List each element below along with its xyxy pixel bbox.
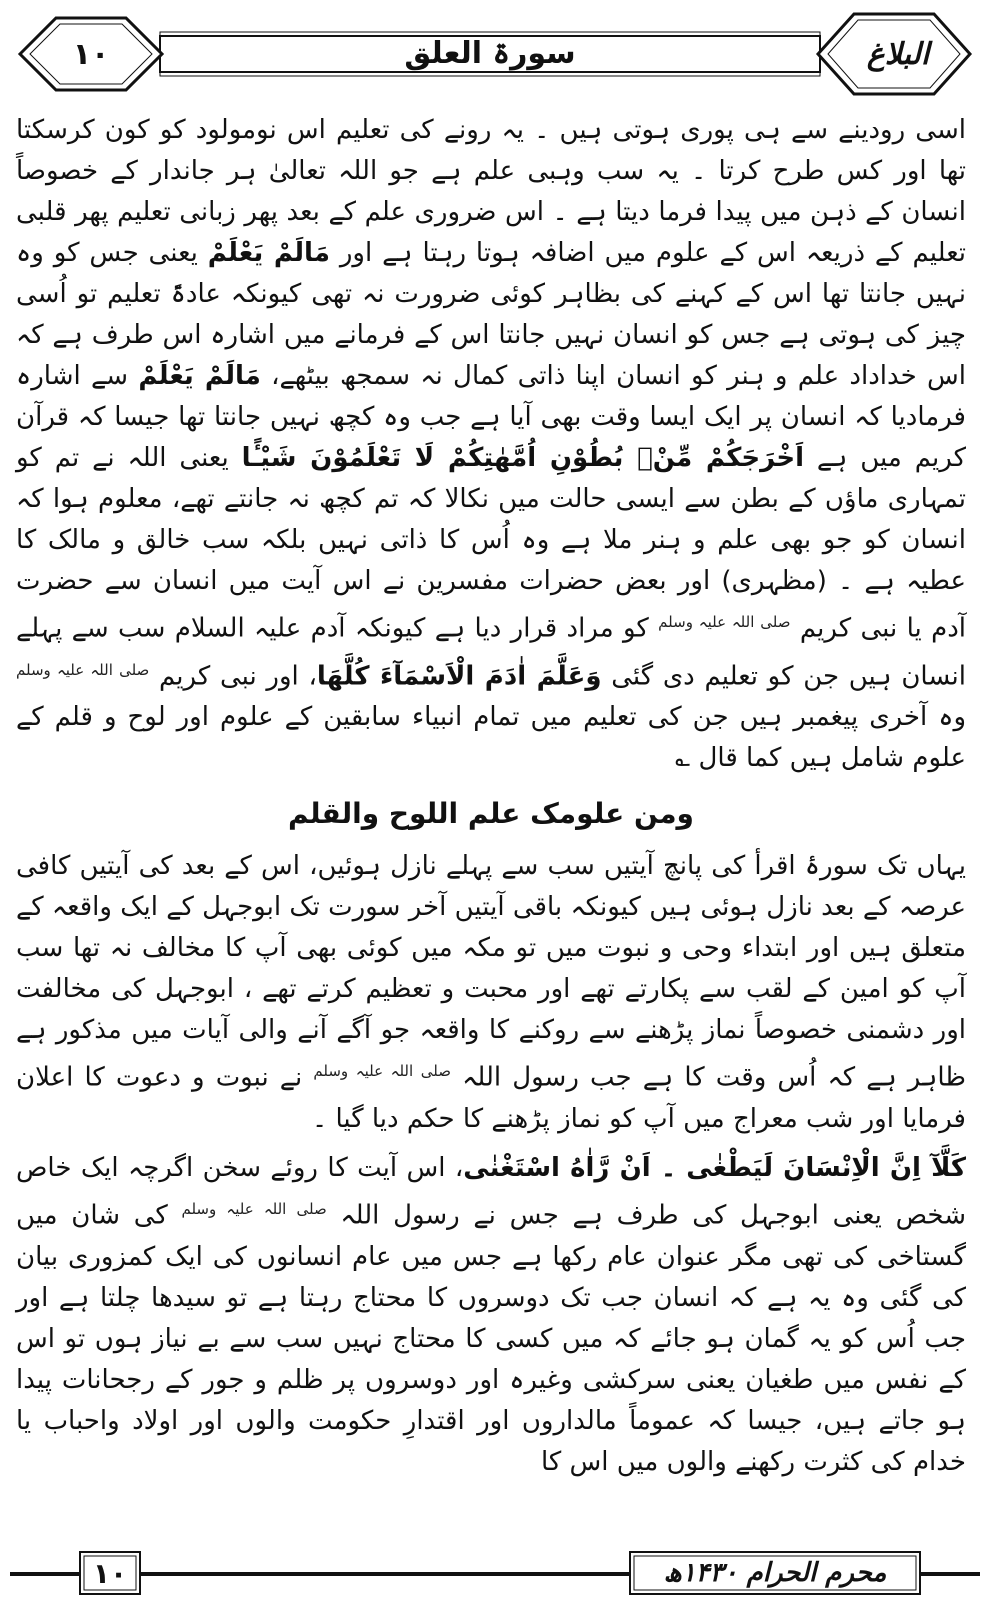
quranic-verse: مَالَمْ يَعْلَمْ <box>138 361 261 391</box>
surah-title: سورۃ العلق <box>404 35 576 71</box>
quranic-verse: وَعَلَّمَ اٰدَمَ الْاَسْمَآءَ كُلَّهَا <box>316 661 602 692</box>
honorific-salutation: صلی اللہ علیہ وسلم <box>16 660 150 679</box>
quranic-verse: اَخْرَجَكُمْ مِّنْۢ بُطُوْنِ اُمَّهٰتِكُمْ لَا تَعْلَمُوْنَ شَيْـًٔا <box>241 443 804 473</box>
paragraph-group-intro <box>16 110 966 779</box>
header-page-number: ۱۰ <box>72 36 110 72</box>
quranic-verse: كَلَّآ اِنَّ الْاِنْسَانَ لَيَطْغٰى ۔ اَنْ رَّاٰهُ اسْتَغْنٰى <box>463 1152 966 1183</box>
honorific-salutation: صلی اللہ علیہ وسلم <box>313 1062 451 1081</box>
page-footer <box>10 1548 980 1600</box>
text-segment: ، اس آیت کا روئے سخن اگرچہ ایک خاص شخص یعنی ابوجہل کی طرف ہے جس نے رسول اللہ <box>16 1152 966 1231</box>
text-segment: وہ آخری پیغمبر ہیں جن کی تعلیم میں تمام انبیاء سابقین کے علوم اور لوح و قلم کے علوم شامل ہیں کما قال ؎ <box>16 702 966 774</box>
text-segment: یعنی جس کو وہ نہیں جانتا تھا اس کے کہنے کی بظاہر کوئی ضرورت نہ تھی کیونکہ عادۃً تعلیم تو اُسی چیز کی ہوتی ہے جس کو انسان نہیں جانتا اس کے فرمانے میں اشارہ اس طرف ہے کہ اس خداداد علم و ہنر کو انسان اپنا ذاتی کمال نہ سمجھ بیٹھے، <box>16 238 966 391</box>
verse-heading: ومن علومک علم اللوح والقلم <box>288 797 694 831</box>
article-body <box>16 110 966 1483</box>
paragraph <box>16 846 966 1140</box>
text-segment: کو مراد قرار دیا ہے کیونکہ آدم علیہ السلام سب سے پہلے انسان ہیں جن کو تعلیم دی گئی <box>16 613 966 692</box>
quranic-verse: مَالَمْ يَعْلَمْ <box>207 238 330 268</box>
text-segment: نے نبوت و دعوت کا اعلان فرمایا اور شب معراج میں آپ کو نماز پڑھنے کا حکم دیا گیا ۔ <box>16 1062 966 1134</box>
text-segment: سے اشارہ فرمادیا کہ انسان پر ایک ایسا وقت بھی آیا ہے جب وہ کچھ نہیں جانتا تھا جیسا کہ قرآن کریم میں ہے <box>16 361 966 473</box>
magazine-logo: البلاغ <box>866 36 930 72</box>
honorific-salutation: صلی اللہ علیہ وسلم <box>181 1199 327 1218</box>
footer-page-number: ۱۰ <box>92 1556 128 1590</box>
text-segment: یہاں تک سورۂ اقرأ کی پانچ آیتیں سب سے پہلے نازل ہوئیں، اس کے بعد کی آیتیں کافی عرصہ کے بعد نازل ہوئی ہیں کیونکہ باقی آیتیں آخر سورت تک ابوجہل کے ایک واقعہ کے متعلق ہیں اور ابتداء وحی و نبوت میں تو مکہ میں کوئی بھی آپ کا مخالف نہ تھا سب آپ کو امین کے لقب سے پکارتے تھے اور محبت و تعظیم کرتے تھے ، ابوجہل کی مخالفت اور دشمنی خصوصاً نماز پڑھنے سے روکنے کا واقعہ جو آگے آنے والی آیات میں مذکور ہے ظاہر ہے کہ اُس وقت کا ہے جب رسول اللہ <box>16 851 966 1093</box>
page-header <box>10 10 980 98</box>
issue-date: محرم الحرام ۱۴۳۰ھ <box>663 1558 887 1588</box>
text-segment: اسی رودینے سے ہی پوری ہوتی ہیں ۔ یہ رونے کی تعلیم اس نومولود کو کون کرسکتا تھا اور کس طرح کرتا ۔ یہ سب وہبی علم ہے جو اللہ تعالیٰ ہر جاندار کے خصوصاً انسان کے ذہن میں پیدا فرما دیتا ہے ۔ اس ضروری علم کے بعد پھر زبانی تعلیم پھر قلبی تعلیم کے ذریعہ اس کے علوم میں اضافہ ہوتا رہتا ہے اور <box>16 115 966 268</box>
paragraph-group-main <box>16 846 966 1482</box>
text-segment: ، اور نبی کریم <box>149 661 317 692</box>
text-segment: یعنی اللہ نے تم کو تمہاری ماؤں کے بطن سے ایسی حالت میں نکالا کہ تم کچھ نہ جانتے تھے، معلوم ہوا کہ انسان کو جو بھی علم و ہنر ملا ہے وہ اُس کا ذاتی نہیں بلکہ سب خالق و مالک کا عطیہ ہے ۔ (مظہری) اور بعض حضرات مفسرین نے اس آیت میں انسان سے حضرت آدم یا نبی کریم <box>16 443 966 644</box>
honorific-salutation: صلی اللہ علیہ وسلم <box>658 613 791 631</box>
text-segment: کی شان میں گستاخی کی تھی مگر عنوان عام رکھا ہے جس میں عام انسانوں کی ایک کمزوری بیان کی گئی وہ یہ ہے کہ انسان جب تک دوسروں کا محتاج رہتا ہے تو سیدھا چلتا ہے اور جب اُس کو یہ گمان ہو جائے کہ میں کسی کا محتاج نہیں سب سے بے نیاز ہوں تو اس کے نفس میں طغیان یعنی سرکشی وغیرہ اور دوسروں پر ظلم و جور کے رجحانات پیدا ہو جاتے ہیں، جیسا کہ عموماً مالداروں اور اقتدارِ حکومت والوں اور اولاد واحباب یا خدام کی کثرت رکھنے والوں میں اس کا <box>16 1200 966 1477</box>
paragraph <box>16 1148 966 1483</box>
paragraph <box>16 110 966 779</box>
